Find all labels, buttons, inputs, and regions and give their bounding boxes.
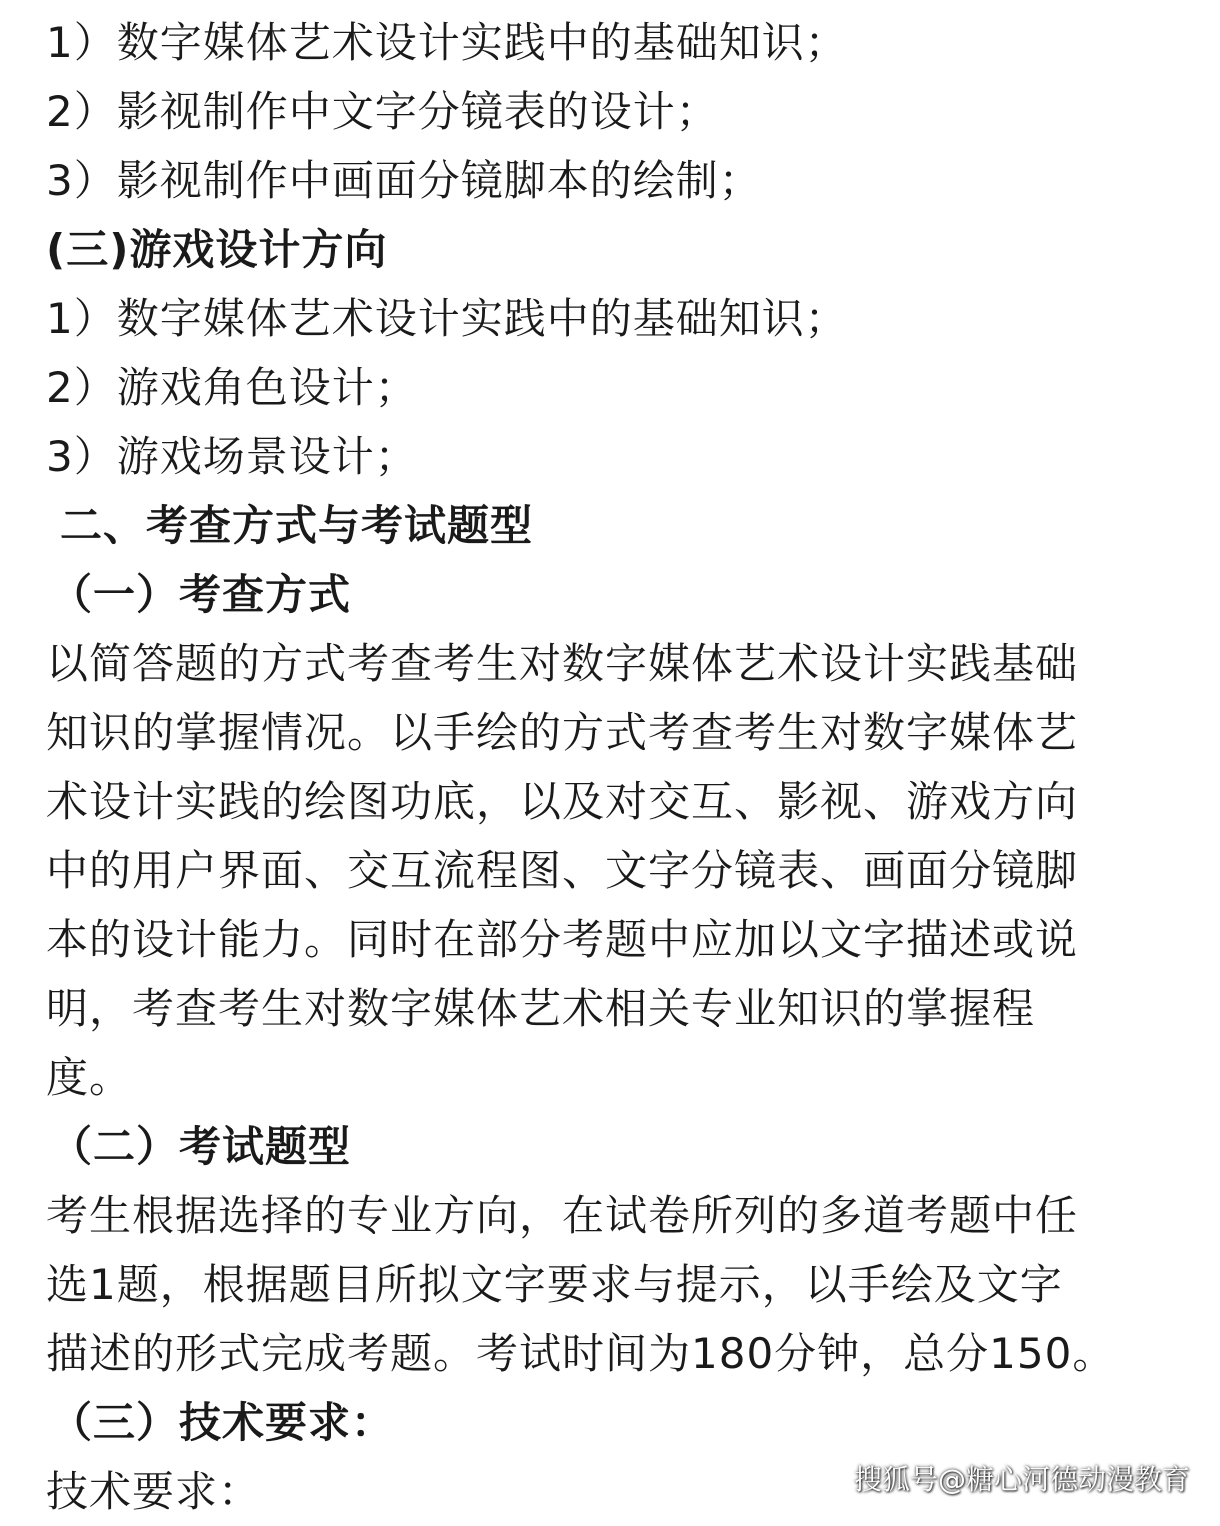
list-item-game-scene: 3）游戏场景设计； (46, 432, 418, 481)
paragraph-line: 明，考查考生对数字媒体艺术相关专业知识的掌握程 (46, 984, 1036, 1033)
paragraph-line: 本的设计能力。同时在部分考题中应加以文字描述或说 (46, 915, 1079, 964)
subheading-assessment-method: （一）考查方式 (50, 570, 352, 619)
list-item-game-character: 2）游戏角色设计； (46, 363, 418, 412)
paragraph-line: 描述的形式完成考题。考试时间为180分钟，总分150。 (46, 1329, 1116, 1378)
list-item-basic-knowledge: 1）数字媒体艺术设计实践中的基础知识； (46, 18, 848, 67)
paragraph-line: 度。 (46, 1053, 133, 1102)
list-item-picture-storyboard: 3）影视制作中画面分镜脚本的绘制； (46, 156, 762, 205)
paragraph-line: 技术要求： (46, 1467, 262, 1516)
list-item-text-storyboard: 2）影视制作中文字分镜表的设计； (46, 87, 719, 136)
section-heading-game-design: (三)游戏设计方向 (46, 225, 388, 274)
subheading-question-type: （二）考试题型 (50, 1122, 352, 1171)
paragraph-line: 以简答题的方式考查考生对数字媒体艺术设计实践基础 (46, 639, 1079, 688)
paragraph-line: 考生根据选择的专业方向，在试卷所列的多道考题中任 (46, 1191, 1079, 1240)
list-item-game-basic-knowledge: 1）数字媒体艺术设计实践中的基础知识； (46, 294, 848, 343)
watermark: 搜狐号@糖心河德动漫教育 (853, 1463, 1190, 1496)
paragraph-line: 知识的掌握情况。以手绘的方式考查考生对数字媒体艺 (46, 708, 1079, 757)
subheading-technical-requirements: （三）技术要求： (50, 1398, 395, 1447)
paragraph-line: 中的用户界面、交互流程图、文字分镜表、画面分镜脚 (46, 846, 1079, 895)
paragraph-line: 选1题，根据题目所拟文字要求与提示，以手绘及文字 (46, 1260, 1063, 1309)
paragraph-line: 术设计实践的绘图功底，以及对交互、影视、游戏方向 (46, 777, 1079, 826)
section-heading-exam-format: 二、考查方式与考试题型 (60, 501, 534, 550)
document-body (46, 8, 1176, 1526)
